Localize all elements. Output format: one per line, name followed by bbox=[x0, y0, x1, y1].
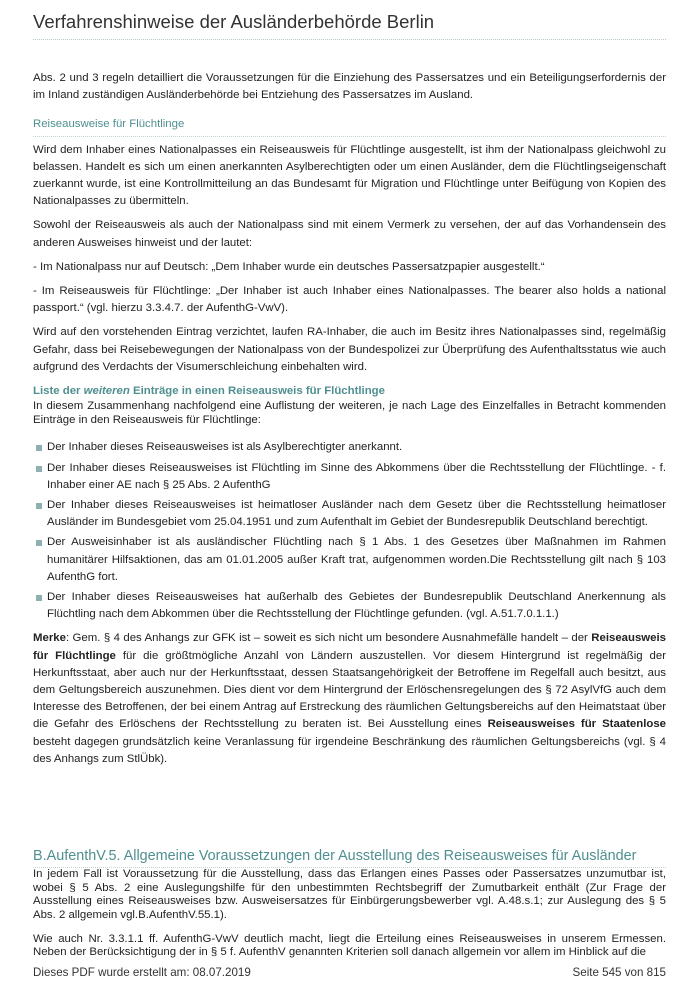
subheading-liste: Liste der weiteren Einträge in einen Reiseausweis für Flüchtlinge bbox=[33, 385, 385, 398]
footer-page-number: Seite 545 von 815 bbox=[572, 966, 666, 979]
list-item: Der Inhaber dieses Reiseausweises ist als Asylberechtigter anerkannt. bbox=[33, 439, 666, 456]
footer-created-date: Dieses PDF wurde erstellt am: 08.07.2019 bbox=[33, 966, 251, 979]
bullet-square-icon bbox=[36, 445, 42, 451]
bullet-square-icon bbox=[36, 595, 42, 601]
paragraph: - Im Reiseausweis für Flüchtlinge: „Der Inhaber ist auch Inhaber eines Nationalpasses. The bearer also holds a national passport.“ (vgl. hierzu 3.3.4.7. der AufenthG-VwV). bbox=[33, 285, 666, 315]
merke-paragraph: Merke: Gem. § 4 des Anhangs zur GFK ist – soweit es sich nicht um besondere Ausnahmefälle handelt – der Reiseausweis für Flüchtlinge für die größtmögliche Anzahl von Ländern auszustellen. Vor diesem Hintergrund ist regelmäßig der Herkunftsstaat, aber auch nur der Herkunftsstaat, dessen Staatsangehörigkeit der Betroffene im Regelfall auch besitzt, aus dem Geltungsbereich auszunehmen. Dies dient vor dem Hintergrund der Erlöschensregelungen des § 72 AsylVfG auch dem Interesse des Betroffenen, der bei einem Antrag auf Erstreckung des räumlichen Geltungsbereichs auf den Heimatstaat über die Gefahr des Erlöschens der Rechtsstellung zu beraten ist. Bei Ausstellung eines Reiseausweises für Staatenlose besteht dagegen grundsätzlich keine Veranlassung für irgendeine Beschränkung des räumlichen Geltungsbereichs (vgl. § 4 des Anhangs zum StlÜbk). bbox=[33, 632, 667, 765]
document-content bbox=[33, 70, 666, 960]
bullet-square-icon bbox=[36, 503, 42, 509]
paragraph: Sowohl der Reiseausweis als auch der Nationalpass sind mit einem Vermerk zu versehen, der auf das Vorhandensein des anderen Ausweises hinweist und der lautet: bbox=[33, 219, 666, 249]
list-item: Der Inhaber dieses Reiseausweises ist heimatloser Ausländer nach dem Gesetz über die Rechtsstellung heimatloser Ausländer im Bundesgebiet vom 25.04.1951 und zum Aufenthalt im Gebiet der Bundesrepublik Deutschland berechtigt. bbox=[33, 497, 666, 531]
paragraph: Wie auch Nr. 3.3.1.1 ff. AufenthG-VwV deutlich macht, liegt die Erteilung eines Reiseausweises in unserem Ermessen. Neben der Berücksichtigung der in § 5 f. AufenthV genannten Kriterien soll danach allgemein vor allem im Hinblick auf die bbox=[33, 932, 666, 959]
list-item: Der Inhaber dieses Reiseausweises hat außerhalb des Gebietes der Bundesrepublik Deutschland Anerkennung als Flüchtling nach dem Abkommen über die Rechtsstellung der Flüchtlinge gefunden. (vgl. A.51.7.0.1.1.) bbox=[33, 589, 666, 623]
entries-list bbox=[33, 439, 666, 623]
document-page bbox=[33, 0, 666, 990]
subheading-reiseausweise: Reiseausweise für Flüchtlinge bbox=[33, 116, 666, 136]
section-heading: B.AufenthV.5. Allgemeine Voraussetzungen der Ausstellung des Reiseausweises für Ausländer bbox=[33, 848, 666, 868]
paragraph: In jedem Fall ist Voraussetzung für die Ausstellung, dass das Erlangen eines Passes oder Passersatzes unzumutbar ist, wobei § 5 Abs. 2 eine Auslegungshilfe für den unbestimmten Rechtsbegriff der Zumutbarkeit enthält (Zur Frage der Ausstellung eines Reiseausweises bzw. Ausweisersatzes für Einbürgerungsbewerber vgl. A.48.s.1; zur Auslegung des § 5 Abs. 2 allgemein vgl.B.AufenthV.55.1). bbox=[33, 868, 666, 922]
list-intro: In diesem Zusammenhang nachfolgend eine Auflistung der weiteren, je nach Lage des Einzelfalles in Betracht kommenden Einträge in den Reiseausweis für Flüchtlinge: bbox=[33, 400, 666, 426]
intro-paragraph: Abs. 2 und 3 regeln detailliert die Voraussetzungen für die Einziehung des Passersatzes und ein Beteiligungserfordernis der im Inland zuständigen Ausländerbehörde bei Entziehung des Passersatzes im Ausland. bbox=[33, 72, 666, 102]
list-item: Der Inhaber dieses Reiseausweises ist Flüchtling im Sinne des Abkommens über die Rechtsstellung der Flüchtlinge. - f. Inhaber einer AE nach § 25 Abs. 2 AufenthG bbox=[33, 460, 666, 494]
paragraph: Wird dem Inhaber eines Nationalpasses ein Reiseausweis für Flüchtlinge ausgestellt, ist ihm der Nationalpass gleichwohl zu belassen. Handelt es sich um einen anerkannten Asylberechtigten oder um einen Ausländer, dem die Flüchtlingseigenschaft zuerkannt wurde, ist eine Kontrollmitteilung an das Bundesamt für Migration und Flüchtlinge unter Beifügung von Kopien des Nationalpasses zu übermitteln. bbox=[33, 143, 666, 208]
list-item: Der Ausweisinhaber ist als ausländischer Flüchtling nach § 1 Abs. 1 des Gesetzes über Maßnahmen im Rahmen humanitärer Hilfsaktionen, das am 01.01.2005 außer Kraft trat, aufgenommen worden.Die Rechtsstellung gilt nach § 103 AufenthG fort. bbox=[33, 534, 666, 586]
bullet-square-icon bbox=[36, 540, 42, 546]
page-header-title: Verfahrenshinweise der Ausländerbehörde Berlin bbox=[33, 11, 666, 40]
bullet-square-icon bbox=[36, 466, 42, 472]
paragraph: - Im Nationalpass nur auf Deutsch: „Dem Inhaber wurde ein deutsches Passersatzpapier ausgestellt.“ bbox=[33, 260, 545, 273]
paragraph: Wird auf den vorstehenden Eintrag verzichtet, laufen RA-Inhaber, die auch im Besitz ihres Nationalpasses sind, regelmäßig Gefahr, dass bei Reisebewegungen der Nationalpass von der Bundespolizei zur Überprüfung des Aufenthaltsstatus wie auch aufgrund des Verdachts der Visumerschleichung einbehalten wird. bbox=[33, 326, 666, 373]
